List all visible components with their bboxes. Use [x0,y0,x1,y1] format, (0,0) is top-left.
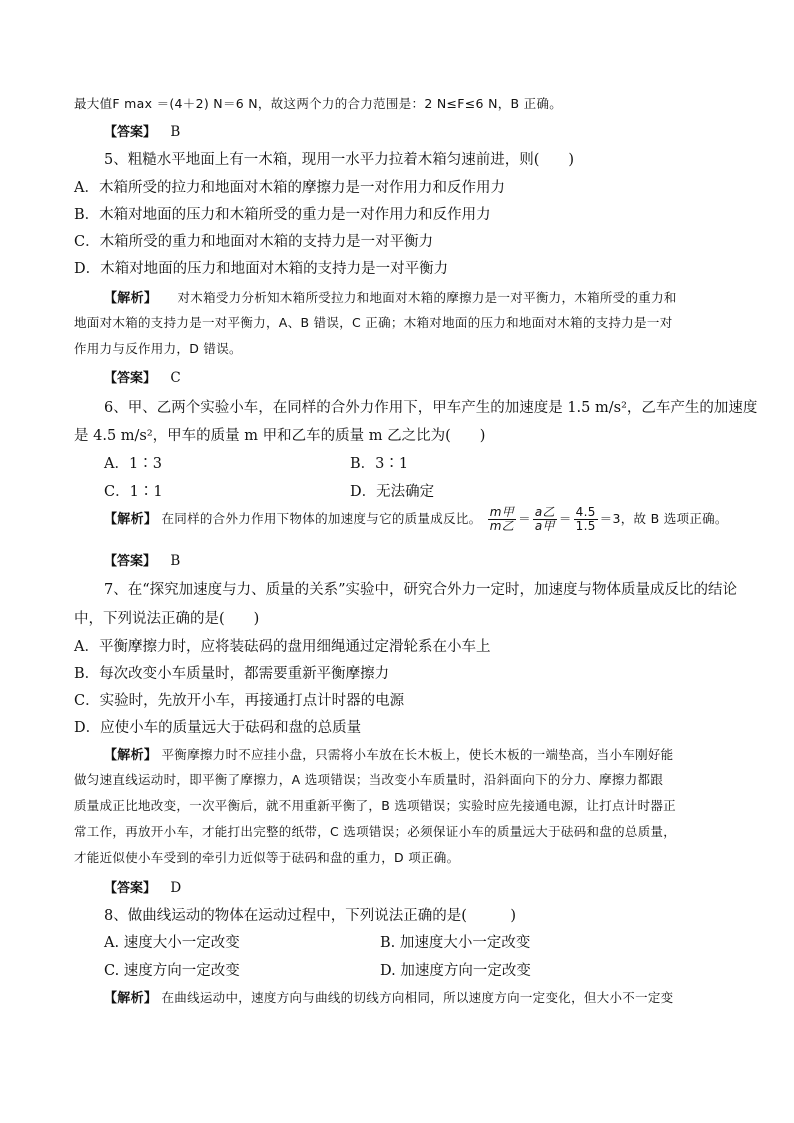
answer-tag: 【答案】 [104,881,157,896]
q7-explanation-line-5: 才能近似使小车受到的牵引力近似等于砝码和盘的重力，D 项正确。 [74,850,460,865]
q6-stem-line-1: 6、甲、乙两个实验小车，在同样的合外力作用下，甲车产生的加速度是 1.5 m/s²，乙车产生的加速度 [104,400,758,416]
q7-stem-line-2: 中，下列说法正确的是( ) [74,611,260,627]
q7-option-c: C．实验时，先放开小车，再接通打点计时器的电源 [74,693,405,709]
q5-stem: 5、粗糙水平地面上有一木箱，现用一水平力拉着木箱匀速前进，则( ) [104,152,575,168]
q7-explanation-line-4: 常工作，再放开小车，才能打出完整的纸带，C 选项错误；必须保证小车的质量远大于砝码和盘的总质量， [74,824,677,839]
q7-option-d: D．应使小车的质量远大于砝码和盘的总质量 [74,720,362,736]
prev-explanation-line: 最大值F max ＝(4＋2) N＝6 N，故这两个力的合力范围是：2 N≤F≤6 N，B 正确。 [74,96,563,111]
q8-option-c: C. 速度方向一定改变 [104,963,240,979]
explanation-tag: 【解析】 [104,512,158,527]
q5-option-c: C．木箱所受的重力和地面对木箱的支持力是一对平衡力 [74,234,434,250]
explanation-tag: 【解析】 [104,748,158,763]
explanation-tag: 【解析】 [104,291,158,306]
q5-option-a: A．木箱所受的拉力和地面对木箱的摩擦力是一对作用力和反作用力 [74,180,505,196]
q8-option-d: D. 加速度方向一定改变 [380,963,531,979]
q8-stem: 8、做曲线运动的物体在运动过程中，下列说法正确的是( ) [104,908,517,924]
fraction-mass-ratio: $\frac{\text{m甲}}{\text{m乙}}$ [489,505,515,533]
q6-stem-line-2: 是 4.5 m/s²，甲车的质量 m 甲和乙车的质量 m 乙之比为( ) [74,428,486,444]
q8-option-a: A. 速度大小一定改变 [104,935,240,951]
q5-option-d: D．木箱对地面的压力和地面对木箱的支持力是一对平衡力 [74,261,449,277]
explanation-conclusion: ＝3，故 B 选项正确。 [599,511,728,526]
explanation-text: 平衡摩擦力时不应挂小盘，只需将小车放在长木板上，使长木板的一端垫高，当小车刚好能 [161,747,674,762]
explanation-text: 在曲线运动中，速度方向与曲线的切线方向相同，所以速度方向一定变化，但大小不一定变 [161,990,674,1005]
q8-explanation-line-1 [104,987,674,1006]
q5-explanation-line-1 [104,287,677,306]
answer-value: C [170,370,181,386]
explanation-tag: 【解析】 [104,991,158,1006]
fraction-values: $\frac{4.5}{1.5}$ [575,505,596,533]
answer-value: B [170,124,181,140]
q7-explanation-line-1 [104,744,674,763]
q6-explanation: 【解析】 在同样的合外力作用下物体的加速度与它的质量成反比。 $\frac{\text{m甲}}{\text{m乙}}$ ＝ $\frac{\text{a乙}}{\text{a甲}}$ ＝ $\frac{4.5}{1.5}$ ＝3，故 B 选项正确。 [104,505,728,533]
q5-answer [104,367,181,386]
q7-option-b: B．每次改变小车质量时，都需要重新平衡摩擦力 [74,666,390,682]
q7-explanation-line-3: 质量成正比地改变，一次平衡后，就不用重新平衡了，B 选项错误；实验时应先接通电源，让打点计时器正 [74,798,676,813]
q6-option-c: C．1∶1 [104,484,163,500]
q6-option-a: A．1∶3 [104,456,162,472]
answer-tag: 【答案】 [104,125,157,140]
q7-stem-line-1: 7、在“探究加速度与力、质量的关系”实验中，研究合外力一定时，加速度与物体质量成反比的结论 [104,582,738,598]
answer-value: B [170,553,181,569]
q6-option-d: D．无法确定 [350,484,435,500]
q5-explanation-line-2: 地面对木箱的支持力是一对平衡力，A、B 错误，C 正确；木箱对地面的压力和地面对木箱的支持力是一对 [74,315,673,330]
q8-option-b: B. 加速度大小一定改变 [380,935,531,951]
answer-tag: 【答案】 [104,371,157,386]
q7-option-a: A．平衡摩擦力时，应将装砝码的盘用细绳通过定滑轮系在小车上 [74,639,491,655]
answer-tag: 【答案】 [104,554,157,569]
q5-explanation-line-3: 作用力与反作用力，D 错误。 [74,341,242,356]
explanation-text: 在同样的合外力作用下物体的加速度与它的质量成反比。 [161,511,482,526]
fraction-accel-ratio: $\frac{\text{a乙}}{\text{a甲}}$ [534,505,555,533]
q6-option-b: B．3∶1 [350,456,409,472]
answer-value: D [170,880,182,896]
q6-answer [104,550,180,569]
explanation-text: 对木箱受力分析知木箱所受拉力和地面对木箱的摩擦力是一对平衡力，木箱所受的重力和 [177,290,677,305]
q7-answer [104,877,181,896]
q5-option-b: B．木箱对地面的压力和木箱所受的重力是一对作用力和反作用力 [74,207,491,223]
q7-explanation-line-2: 做匀速直线运动时，即平衡了摩擦力，A 选项错误；当改变小车质量时，沿斜面向下的分力、摩擦力都跟 [74,772,664,787]
prev-answer [104,121,180,140]
